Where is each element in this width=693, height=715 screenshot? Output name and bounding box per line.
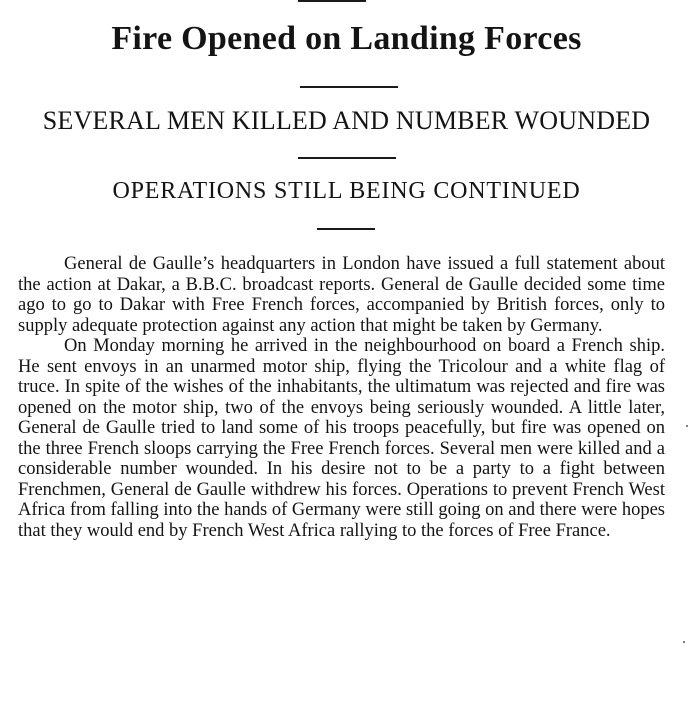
rule-after-subheading [298,157,396,159]
print-speck [683,641,685,643]
headline: Fire Opened on Landing Forces [111,20,582,57]
rule-after-subheading2 [317,228,375,230]
subheading: SEVERAL MEN KILLED AND NUMBER WOUNDED [42,106,651,135]
subheading-operations: OPERATIONS STILL BEING CONTINUED [112,178,581,204]
paragraph-2: On Monday morning he arrived in the neighbourhood on board a French ship. He sent envoys in an unarmed motor ship, flying the Tricolour and a white flag of truce. In spite of the wishes of the inhabitants, the ultimatum was rejected and fire was opened on the motor ship, two of the envoys being seriously wounded. A little later, General de Gaulle tried to land some of his troops peacefully, but fire was opened on the three French sloops carrying the Free French forces. Several men were killed and a considerable number wounded. In his desire not to be a party to a fight between Frenchmen, General de Gaulle withdrew his forces. Operations to prevent French West Africa from falling into the hands of Germany were still going on and there were hopes that they would end by French West Africa rallying to the forces of Free France. [18,336,665,541]
paragraph-1: General de Gaulle’s headquarters in London have issued a full statement about the action at Dakar, a B.B.C. broadcast reports. General de Gaulle decided some time ago to go to Dakar with Free French forces, accompanied by British forces, only to supply adequate protection against any action that might be taken by Germany. [18,254,665,336]
top-rule [298,0,366,2]
rule-after-headline [300,86,398,88]
article-body [18,254,665,541]
print-speck [686,425,688,427]
